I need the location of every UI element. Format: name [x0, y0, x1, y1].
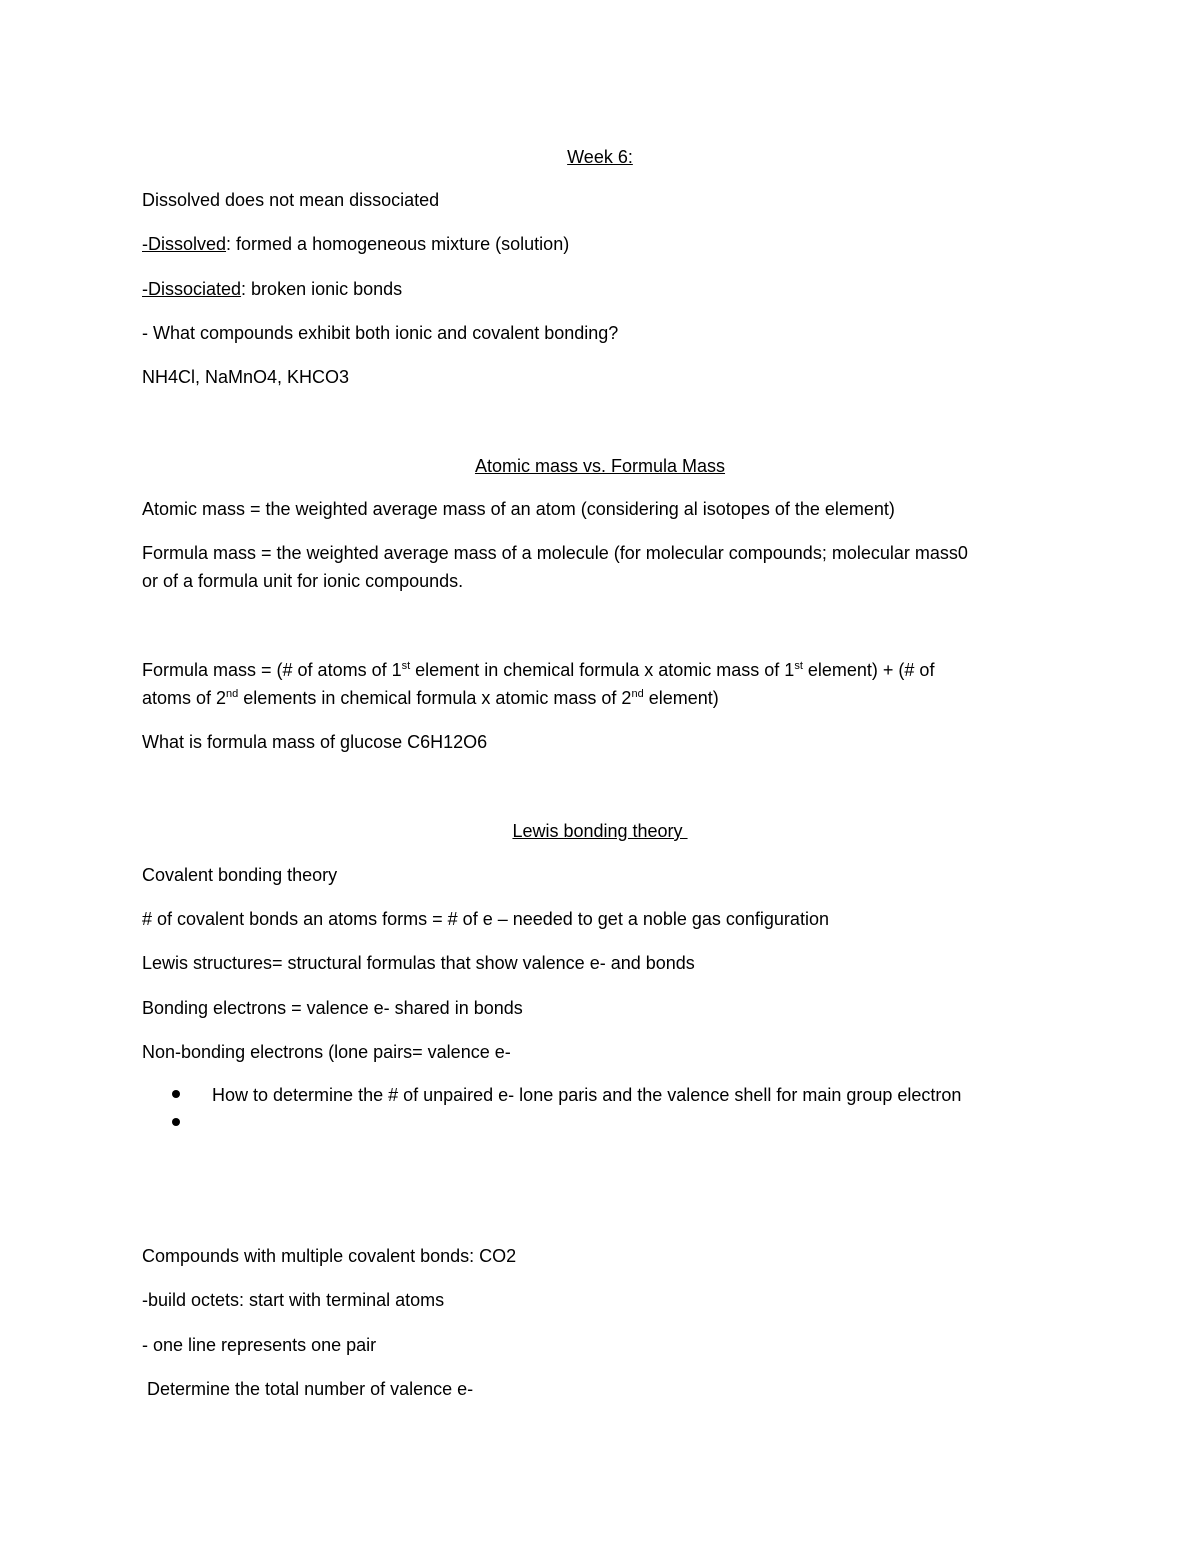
eq1-part-c: element) + (# of: [802, 660, 935, 680]
covalent-bonds-rule: # of covalent bonds an atoms forms = # of e – needed to get a noble gas configuration: [142, 909, 829, 929]
lewis-heading: [0, 820, 1200, 842]
dissolved-intro: Dissolved does not mean dissociated: [142, 190, 440, 210]
multiple-bonds-step2: - one line represents one pair: [142, 1335, 377, 1355]
dissolved-def-text: : formed a homogeneous mixture (solution): [226, 234, 570, 254]
eq1-part-b: element in chemical formula x atomic mass of 1: [410, 660, 795, 680]
dissociated-def-text: : broken ionic bonds: [241, 279, 403, 299]
eq2-part-b: elements in chemical formula x atomic mass of 2: [238, 688, 632, 708]
nonbonding-electrons-definition: Non-bonding electrons (lone pairs= valence e-: [142, 1042, 511, 1062]
bonding-electrons-definition: Bonding electrons = valence e- shared in bonds: [142, 998, 523, 1018]
atomic-mass-definition: Atomic mass = the weighted average mass of an atom (considering al isotopes of the element): [142, 499, 895, 519]
week-title: Week 6:: [567, 147, 633, 167]
multiple-bonds-step1: -build octets: start with terminal atoms: [142, 1290, 445, 1310]
bonding-question: - What compounds exhibit both ionic and covalent bonding?: [142, 323, 619, 343]
atomic-mass-heading: [0, 455, 1200, 477]
eq2-sup2: nd: [631, 688, 644, 700]
formula-mass-equation-line2: [142, 687, 719, 709]
dissolved-term: -Dissolved: [142, 234, 227, 254]
bullet-dot-1: [172, 1090, 180, 1098]
bullet-dot-2: [172, 1118, 180, 1126]
multiple-bonds-step3: Determine the total number of valence e-: [142, 1379, 474, 1399]
covalent-bonding-theory: Covalent bonding theory: [142, 865, 338, 885]
formula-mass-definition-line1: Formula mass = the weighted average mass of a molecule (for molecular compounds; molecular mass0: [142, 543, 968, 563]
eq2-sup1: nd: [226, 688, 239, 700]
eq2-part-a: atoms of 2: [142, 688, 227, 708]
page-title: [0, 146, 1200, 168]
multiple-bonds-title: Compounds with multiple covalent bonds: CO2: [142, 1246, 517, 1266]
formula-mass-equation-line1: [142, 659, 934, 681]
formula-mass-definition-line2: or of a formula unit for ionic compounds.: [142, 571, 464, 591]
eq1-part-a: Formula mass = (# of atoms of 1: [142, 660, 402, 680]
atomic-mass-heading-text: Atomic mass vs. Formula Mass: [474, 456, 726, 476]
bonding-answer: NH4Cl, NaMnO4, KHCO3: [142, 367, 350, 387]
eq1-sup1: st: [401, 660, 411, 672]
lewis-heading-text: Lewis bonding theory: [512, 821, 688, 841]
eq1-sup2: st: [794, 660, 803, 672]
bullet-item-1: How to determine the # of unpaired e- lone paris and the valence shell for main group electron: [212, 1085, 962, 1105]
glucose-question: What is formula mass of glucose C6H12O6: [142, 732, 488, 752]
dissolved-definition: [142, 233, 569, 255]
eq2-part-c: element): [643, 688, 719, 708]
dissociated-term: -Dissociated: [142, 279, 242, 299]
lewis-structures-definition: Lewis structures= structural formulas that show valence e- and bonds: [142, 953, 695, 973]
dissociated-definition: [142, 278, 402, 300]
